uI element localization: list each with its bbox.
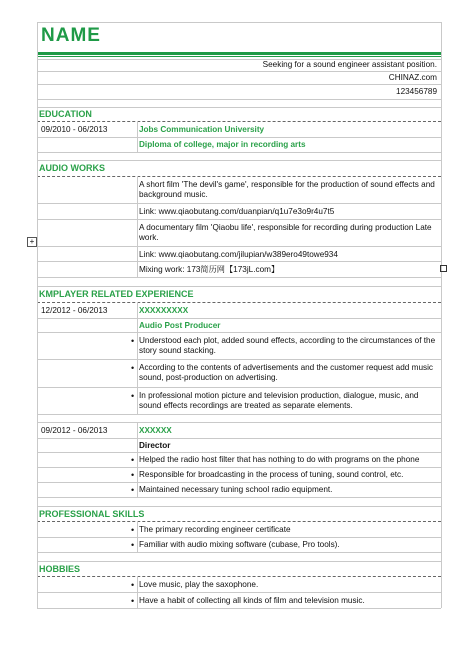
table-border [37,318,441,319]
table-border-right [441,22,442,608]
skill-item: The primary recording engineer certificate [139,525,291,534]
job-date: 12/2012 - 06/2013 [41,306,108,315]
hobby-item: Have a habit of collecting all kinds of film and television music. [139,596,365,605]
website-text: CHINAZ.com [388,73,437,82]
resize-handle[interactable] [440,265,447,272]
table-border [37,99,441,100]
move-handle-icon[interactable]: + [27,237,37,247]
column-divider [137,121,138,152]
section-divider [37,576,441,577]
education-degree: Diploma of college, major in recording arts [139,140,306,149]
table-border [37,608,441,609]
column-divider [137,521,138,552]
table-border [37,552,441,553]
table-border [37,387,441,388]
section-title-skills: PROFESSIONAL SKILLS [39,509,145,519]
education-date: 09/2010 - 06/2013 [41,125,108,134]
audio-work-link[interactable]: Link: www.qiaobutang.com/duanpian/q1u7e3o9r4u7t5 [139,207,335,216]
column-divider [137,576,138,608]
name-underline [37,52,441,55]
table-border [37,261,441,262]
table-border [37,506,441,507]
table-border [37,160,441,161]
table-border-left [37,22,38,608]
bullet-icon: • [131,336,135,346]
bullet-icon: • [131,470,135,480]
audio-work-item: A documentary film 'Qiaobu life', responsible for recording during production Late work. [139,223,432,242]
table-border [37,561,441,562]
section-title-education: EDUCATION [39,109,92,119]
section-title-experience: KMPLAYER RELATED EXPERIENCE [39,289,194,299]
table-border [37,467,441,468]
table-border [37,203,441,204]
objective-text: Seeking for a sound engineer assistant position. [262,60,437,69]
table-border [37,286,441,287]
job-company: XXXXXXXXX [139,306,189,315]
job-bullet: In professional motion picture and television production, dialogue, music, and sound effects recordings are treated as separate elements. [139,391,419,410]
audio-work-item: Mixing work: 173简历网【173jL.com】 [139,265,280,274]
job-bullet: Helped the radio host filter that has nothing to do with programs on the phone [139,455,420,464]
table-border [37,422,441,423]
job-bullet: Maintained necessary tuning school radio equipment. [139,485,333,494]
table-border [37,22,441,23]
section-title-audio-works: AUDIO WORKS [39,163,105,173]
table-border [37,414,441,415]
bullet-icon: • [131,580,135,590]
table-border [37,438,441,439]
bullet-icon: • [131,485,135,495]
bullet-icon: • [131,455,135,465]
skill-item: Familiar with audio mixing software (cubase, Pro tools). [139,540,340,549]
section-divider [37,302,441,303]
table-border [37,219,441,220]
table-border [37,246,441,247]
table-border [37,71,441,72]
name-underline-thin [37,56,441,57]
section-divider [37,121,441,122]
section-divider [37,176,441,177]
bullet-icon: • [131,596,135,606]
job-role: Director [139,441,171,450]
job-date: 09/2012 - 06/2013 [41,426,108,435]
table-border [37,537,441,538]
section-divider [37,521,441,522]
column-divider [137,176,138,277]
hobby-item: Love music, play the saxophone. [139,580,259,589]
job-company: XXXXXX [139,426,172,435]
table-border [37,452,441,453]
audio-work-link[interactable]: Link: www.qiaobutang.com/jilupian/w389ero49towe934 [139,250,338,259]
table-border [37,137,441,138]
table-border [37,482,441,483]
column-divider [137,302,138,414]
table-border [37,592,441,593]
bullet-icon: • [131,391,135,401]
job-role: Audio Post Producer [139,321,221,330]
audio-work-item: A short film 'The devil's game', responsible for the production of sound effects and background music. [139,180,435,199]
education-school: Jobs Communication University [139,125,265,134]
bullet-icon: • [131,540,135,550]
table-border [37,107,441,108]
job-bullet: Responsible for broadcasting in the process of tuning, sound control, etc. [139,470,404,479]
job-bullet: Understood each plot, added sound effects, according to the circumstances of the story sound stacking. [139,336,436,355]
table-border [37,332,441,333]
table-border [37,152,441,153]
table-border [37,497,441,498]
table-border [37,84,441,85]
table-border [37,359,441,360]
bullet-icon: • [131,525,135,535]
job-bullet: According to the contents of advertisements and the customer request add music sound, post-production on advertising. [139,363,433,382]
bullet-icon: • [131,363,135,373]
table-border [37,277,441,278]
phone-text: 123456789 [396,87,437,96]
section-title-hobbies: HOBBIES [39,564,81,574]
column-divider [137,422,138,497]
candidate-name: NAME [41,25,101,46]
